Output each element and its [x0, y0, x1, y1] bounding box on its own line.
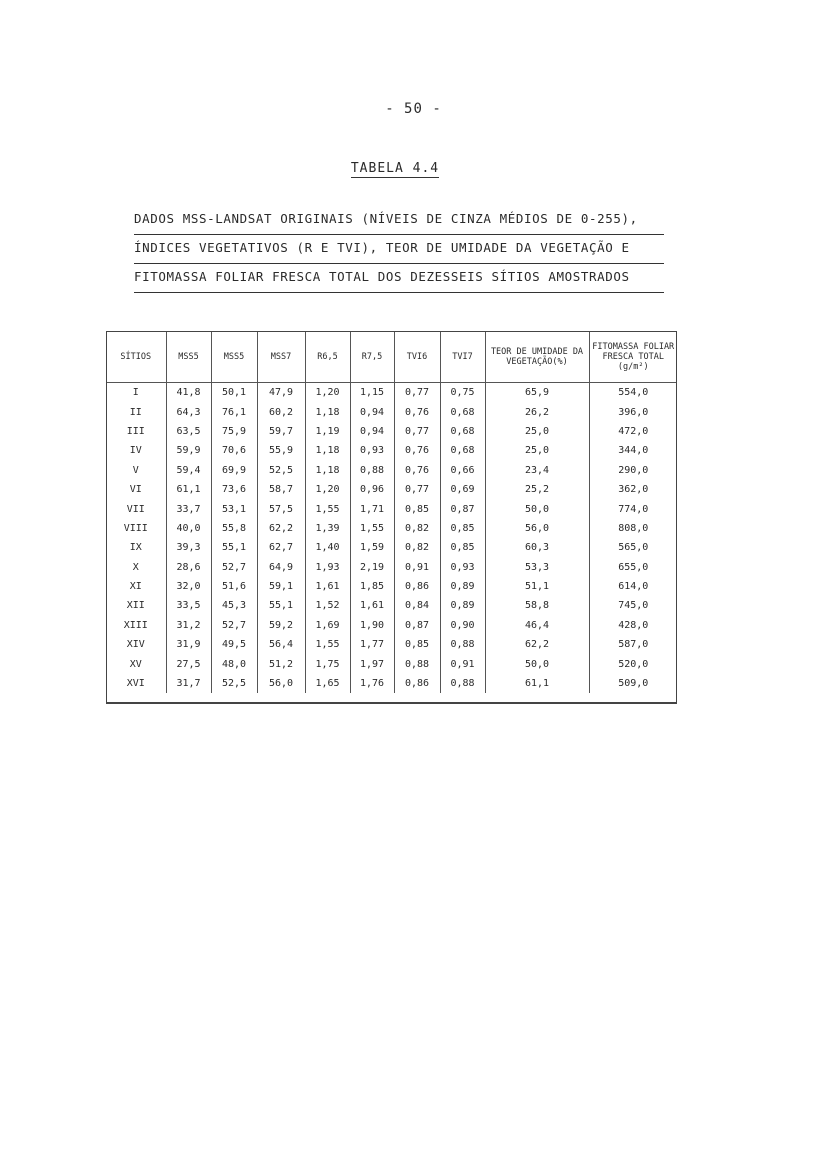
value-cell: 59,4 [166, 461, 211, 480]
value-cell: 554,0 [589, 383, 677, 403]
page-number: - 50 - [385, 101, 442, 117]
value-cell: 25,2 [485, 480, 589, 499]
table-row [106, 635, 677, 654]
value-cell: 0,87 [394, 616, 440, 635]
value-cell: 565,0 [589, 538, 677, 557]
value-cell: 0,86 [394, 674, 440, 693]
value-cell: 745,0 [589, 596, 677, 615]
value-cell: 62,7 [257, 538, 305, 557]
value-cell: 1,39 [305, 519, 350, 538]
value-cell: 59,2 [257, 616, 305, 635]
value-cell: 1,19 [305, 422, 350, 441]
value-cell: 0,68 [440, 441, 485, 460]
value-cell: 60,3 [485, 538, 589, 557]
value-cell: 1,65 [305, 674, 350, 693]
site-cell: XII [126, 600, 145, 612]
value-cell: 31,9 [166, 635, 211, 654]
value-cell: 1,40 [305, 538, 350, 557]
site-cell: III [126, 425, 145, 437]
value-cell: 1,61 [350, 596, 394, 615]
value-cell: 0,89 [440, 596, 485, 615]
data-table-container [106, 331, 677, 704]
value-cell: 0,93 [350, 441, 394, 460]
value-cell: 1,71 [350, 499, 394, 518]
value-cell: 1,75 [305, 654, 350, 673]
value-cell: 39,3 [166, 538, 211, 557]
value-cell: 52,5 [257, 461, 305, 480]
value-cell: 0,85 [440, 519, 485, 538]
table-label-text: TABELA 4.4 [350, 161, 440, 176]
value-cell: 69,9 [211, 461, 257, 480]
value-cell: 1,52 [305, 596, 350, 615]
value-cell: 60,2 [257, 402, 305, 421]
value-cell: 1,90 [350, 616, 394, 635]
value-cell: 28,6 [166, 558, 211, 577]
table-row [106, 674, 677, 693]
value-cell: 0,90 [440, 616, 485, 635]
value-cell: 290,0 [589, 461, 677, 480]
value-cell: 774,0 [589, 499, 677, 518]
value-cell: 65,9 [485, 383, 589, 403]
value-cell: 509,0 [589, 674, 677, 693]
value-cell: 48,0 [211, 654, 257, 673]
value-cell: 56,0 [257, 674, 305, 693]
value-cell: 1,55 [350, 519, 394, 538]
value-cell: 0,69 [440, 480, 485, 499]
site-cell: IV [129, 445, 142, 457]
caption-line: FITOMASSA FOLIAR FRESCA TOTAL DOS DEZESSEIS SÍTIOS AMOSTRADOS [134, 266, 664, 293]
table-row [106, 616, 677, 635]
value-cell: 0,94 [350, 422, 394, 441]
table-row [106, 519, 677, 538]
site-cell: V [132, 464, 139, 476]
value-cell: 58,7 [257, 480, 305, 499]
value-cell: 344,0 [589, 441, 677, 460]
value-cell: 472,0 [589, 422, 677, 441]
value-cell: 0,75 [440, 383, 485, 403]
table-label [0, 161, 790, 176]
table-row [106, 654, 677, 673]
value-cell: 0,85 [394, 499, 440, 518]
column-header: MSS5 [211, 331, 257, 383]
value-cell: 33,7 [166, 499, 211, 518]
table-caption [134, 208, 664, 295]
value-cell: 0,82 [394, 519, 440, 538]
value-cell: 0,85 [394, 635, 440, 654]
value-cell: 52,5 [211, 674, 257, 693]
value-cell: 59,7 [257, 422, 305, 441]
site-cell: I [132, 387, 139, 399]
value-cell: 58,8 [485, 596, 589, 615]
value-cell: 45,3 [211, 596, 257, 615]
site-cell: VIII [123, 522, 148, 534]
site-cell: VII [126, 503, 145, 515]
value-cell: 1,20 [305, 480, 350, 499]
value-cell: 47,9 [257, 383, 305, 403]
caption-line: DADOS MSS-LANDSAT ORIGINAIS (NÍVEIS DE CINZA MÉDIOS DE 0-255), [134, 208, 664, 235]
site-cell: II [129, 406, 142, 418]
column-header: R7,5 [350, 331, 394, 383]
value-cell: 587,0 [589, 635, 677, 654]
value-cell: 0,88 [440, 674, 485, 693]
value-cell: 27,5 [166, 654, 211, 673]
value-cell: 1,61 [305, 577, 350, 596]
value-cell: 62,2 [257, 519, 305, 538]
column-header: FITOMASSA FOLIAR FRESCA TOTAL (g/m²) [589, 331, 677, 383]
value-cell: 23,4 [485, 461, 589, 480]
value-cell: 49,5 [211, 635, 257, 654]
value-cell: 31,7 [166, 674, 211, 693]
value-cell: 0,82 [394, 538, 440, 557]
value-cell: 2,19 [350, 558, 394, 577]
table-row [106, 596, 677, 615]
value-cell: 0,66 [440, 461, 485, 480]
value-cell: 0,68 [440, 422, 485, 441]
table-row [106, 499, 677, 518]
column-header: TEOR DE UMIDADE DA VEGETAÇÃO(%) [485, 331, 589, 383]
value-cell: 1,55 [305, 635, 350, 654]
value-cell: 56,4 [257, 635, 305, 654]
value-cell: 32,0 [166, 577, 211, 596]
table-row [106, 441, 677, 460]
value-cell: 396,0 [589, 402, 677, 421]
value-cell: 51,2 [257, 654, 305, 673]
table-row [106, 558, 677, 577]
value-cell: 53,1 [211, 499, 257, 518]
table-row [106, 577, 677, 596]
value-cell: 75,9 [211, 422, 257, 441]
table-row [106, 461, 677, 480]
value-cell: 63,5 [166, 422, 211, 441]
table-body [106, 383, 677, 694]
value-cell: 1,18 [305, 402, 350, 421]
value-cell: 0,88 [440, 635, 485, 654]
value-cell: 1,69 [305, 616, 350, 635]
value-cell: 1,20 [305, 383, 350, 403]
column-header: TVI6 [394, 331, 440, 383]
value-cell: 0,68 [440, 402, 485, 421]
value-cell: 70,6 [211, 441, 257, 460]
value-cell: 1,93 [305, 558, 350, 577]
value-cell: 0,88 [394, 654, 440, 673]
table-row [106, 538, 677, 557]
value-cell: 0,77 [394, 480, 440, 499]
site-cell: XVI [126, 678, 145, 690]
value-cell: 0,86 [394, 577, 440, 596]
value-cell: 64,3 [166, 402, 211, 421]
value-cell: 0,87 [440, 499, 485, 518]
value-cell: 46,4 [485, 616, 589, 635]
value-cell: 55,8 [211, 519, 257, 538]
table-row [106, 402, 677, 421]
value-cell: 51,1 [485, 577, 589, 596]
value-cell: 64,9 [257, 558, 305, 577]
column-header: MSS7 [257, 331, 305, 383]
value-cell: 1,85 [350, 577, 394, 596]
value-cell: 1,77 [350, 635, 394, 654]
value-cell: 57,5 [257, 499, 305, 518]
value-cell: 0,77 [394, 383, 440, 403]
value-cell: 55,1 [211, 538, 257, 557]
column-header: SÍTIOS [106, 331, 166, 383]
value-cell: 56,0 [485, 519, 589, 538]
value-cell: 0,76 [394, 461, 440, 480]
value-cell: 1,76 [350, 674, 394, 693]
column-header: TVI7 [440, 331, 485, 383]
value-cell: 0,93 [440, 558, 485, 577]
value-cell: 1,59 [350, 538, 394, 557]
table-header-row [106, 331, 677, 383]
table-row [106, 480, 677, 499]
value-cell: 76,1 [211, 402, 257, 421]
value-cell: 0,91 [440, 654, 485, 673]
value-cell: 50,0 [485, 654, 589, 673]
value-cell: 0,84 [394, 596, 440, 615]
value-cell: 40,0 [166, 519, 211, 538]
value-cell: 61,1 [485, 674, 589, 693]
value-cell: 0,89 [440, 577, 485, 596]
column-header: R6,5 [305, 331, 350, 383]
value-cell: 362,0 [589, 480, 677, 499]
value-cell: 1,97 [350, 654, 394, 673]
site-cell: VI [129, 484, 142, 496]
site-cell: XI [129, 581, 142, 593]
value-cell: 1,55 [305, 499, 350, 518]
value-cell: 0,88 [350, 461, 394, 480]
value-cell: 50,0 [485, 499, 589, 518]
value-cell: 33,5 [166, 596, 211, 615]
value-cell: 808,0 [589, 519, 677, 538]
value-cell: 55,1 [257, 596, 305, 615]
value-cell: 1,18 [305, 441, 350, 460]
value-cell: 614,0 [589, 577, 677, 596]
site-cell: IX [129, 542, 142, 554]
site-cell: XV [129, 658, 142, 670]
value-cell: 0,85 [440, 538, 485, 557]
column-header: MSS5 [166, 331, 211, 383]
value-cell: 25,0 [485, 422, 589, 441]
value-cell: 0,76 [394, 441, 440, 460]
value-cell: 73,6 [211, 480, 257, 499]
value-cell: 51,6 [211, 577, 257, 596]
value-cell: 31,2 [166, 616, 211, 635]
value-cell: 26,2 [485, 402, 589, 421]
value-cell: 55,9 [257, 441, 305, 460]
value-cell: 655,0 [589, 558, 677, 577]
value-cell: 53,3 [485, 558, 589, 577]
value-cell: 0,76 [394, 402, 440, 421]
value-cell: 428,0 [589, 616, 677, 635]
value-cell: 59,1 [257, 577, 305, 596]
value-cell: 0,91 [394, 558, 440, 577]
value-cell: 1,15 [350, 383, 394, 403]
caption-line: ÍNDICES VEGETATIVOS (R E TVI), TEOR DE UMIDADE DA VEGETAÇÃO E [134, 237, 664, 264]
value-cell: 62,2 [485, 635, 589, 654]
data-table [106, 331, 677, 693]
value-cell: 59,9 [166, 441, 211, 460]
value-cell: 520,0 [589, 654, 677, 673]
table-row [106, 383, 677, 403]
value-cell: 50,1 [211, 383, 257, 403]
site-cell: XIII [123, 619, 148, 631]
value-cell: 52,7 [211, 616, 257, 635]
value-cell: 0,94 [350, 402, 394, 421]
value-cell: 61,1 [166, 480, 211, 499]
value-cell: 0,96 [350, 480, 394, 499]
value-cell: 52,7 [211, 558, 257, 577]
value-cell: 25,0 [485, 441, 589, 460]
site-cell: XIV [126, 639, 145, 651]
table-row [106, 422, 677, 441]
value-cell: 1,18 [305, 461, 350, 480]
value-cell: 41,8 [166, 383, 211, 403]
value-cell: 0,77 [394, 422, 440, 441]
site-cell: X [132, 561, 139, 573]
